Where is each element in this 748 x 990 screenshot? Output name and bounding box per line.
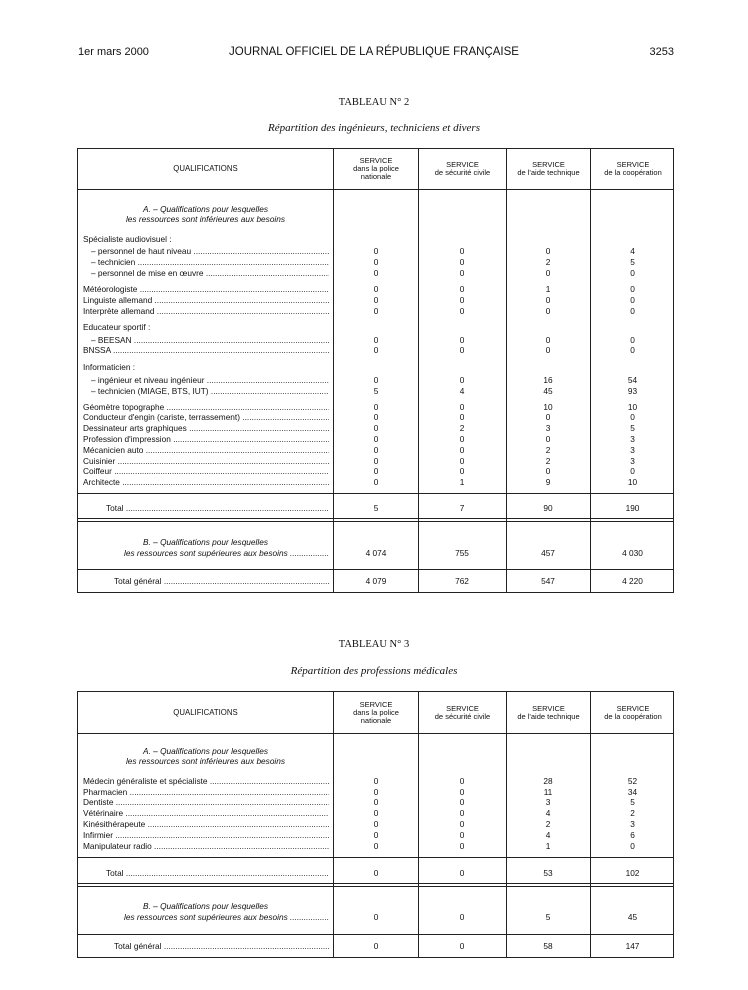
cell-cooperation: 3 xyxy=(630,819,635,829)
row-label: Vétérinaire ..... xyxy=(83,808,329,818)
row-label: – technicien ..... xyxy=(91,257,329,267)
col-header-police: SERVICE dans la police nationale xyxy=(353,156,399,181)
row-label: Pharmacien ..... xyxy=(83,787,329,797)
cell-cooperation: 102 xyxy=(625,868,640,878)
cell-securite: 0 xyxy=(459,776,465,786)
cell-aide: 9 xyxy=(545,477,551,487)
row-label: Dessinateur arts graphiques ..... xyxy=(83,423,329,433)
cell-police: 5 xyxy=(373,503,379,513)
cell-securite: 0 xyxy=(459,434,465,444)
cell-police: 0 xyxy=(373,841,379,851)
cell-aide: 90 xyxy=(543,503,553,513)
cell-cooperation: 190 xyxy=(625,503,640,513)
cell-cooperation: 147 xyxy=(625,941,640,951)
cell-aide: 28 xyxy=(543,776,553,786)
cell-securite: 0 xyxy=(459,797,465,807)
row-label: Mécanicien auto ..... xyxy=(83,445,329,455)
cell-cooperation: 0 xyxy=(630,284,635,294)
cell-securite: 0 xyxy=(459,808,465,818)
cell-police: 0 xyxy=(373,423,379,433)
cell-securite: 1 xyxy=(459,477,465,487)
cell-police: 0 xyxy=(373,776,379,786)
row-label: Total général ..... xyxy=(114,941,329,951)
cell-cooperation: 0 xyxy=(630,335,635,345)
cell-cooperation: 0 xyxy=(630,466,635,476)
header-page-number: 3253 xyxy=(649,46,674,58)
cell-cooperation: 4 220 xyxy=(622,576,643,586)
cell-securite: 0 xyxy=(459,445,465,455)
cell-police: 0 xyxy=(373,295,379,305)
header-date: 1er mars 2000 xyxy=(78,46,149,58)
cell-securite: 0 xyxy=(459,787,465,797)
cell-securite: 0 xyxy=(459,456,465,466)
row-label: Géomètre topographe ..... xyxy=(83,402,329,412)
row-label: Profession d'impression ..... xyxy=(83,434,329,444)
cell-police: 0 xyxy=(373,912,379,922)
cell-cooperation: 5 xyxy=(630,257,635,267)
row-label: Cuisinier ..... xyxy=(83,456,329,466)
row-label: Manipulateur radio ..... xyxy=(83,841,329,851)
col-header-securite: SERVICE de sécurité civile xyxy=(434,703,491,721)
row-label: Kinésithérapeute ..... xyxy=(83,819,329,829)
cell-cooperation: 4 030 xyxy=(622,548,643,558)
cell-securite: 0 xyxy=(459,466,465,476)
col-header-aide: SERVICE de l'aide technique xyxy=(517,703,580,721)
cell-cooperation: 10 xyxy=(627,402,638,412)
cell-aide: 2 xyxy=(545,456,551,466)
row-label: – ingénieur et niveau ingénieur ..... xyxy=(91,375,329,385)
cell-police: 0 xyxy=(373,445,379,455)
row-label: Médecin généraliste et spécialiste ..... xyxy=(83,776,329,786)
row-label: les ressources sont supérieures aux besoins ..... xyxy=(124,912,329,922)
cell-aide: 0 xyxy=(545,306,551,316)
col-header-aide: SERVICE de l'aide technique xyxy=(517,160,580,177)
cell-securite: 0 xyxy=(459,830,465,840)
row-label: Conducteur d'engin (cariste, terrassement) ..... xyxy=(83,412,329,422)
row-label: – personnel de mise en œuvre ..... xyxy=(91,268,329,278)
cell-cooperation: 0 xyxy=(630,841,635,851)
cell-aide: 4 xyxy=(545,830,551,840)
cell-cooperation: 5 xyxy=(630,423,635,433)
row-label: BNSSA ..... xyxy=(83,345,329,355)
cell-securite: 0 xyxy=(459,268,465,278)
cell-aide: 1 xyxy=(545,841,551,851)
cell-police: 0 xyxy=(373,830,379,840)
cell-securite: 0 xyxy=(459,868,465,878)
cell-aide: 4 xyxy=(545,808,551,818)
cell-securite: 0 xyxy=(459,841,465,851)
cell-police: 0 xyxy=(373,257,379,267)
row-label: Total ..... xyxy=(106,868,329,878)
cell-police: 0 xyxy=(373,808,379,818)
header-journal-title: JOURNAL OFFICIEL DE LA RÉPUBLIQUE FRANÇAISE xyxy=(229,46,519,58)
cell-aide: 45 xyxy=(543,386,553,396)
cell-cooperation: 0 xyxy=(630,412,635,422)
group-label: Spécialiste audiovisuel : xyxy=(83,234,172,244)
cell-aide: 0 xyxy=(545,268,551,278)
cell-aide: 0 xyxy=(545,345,551,355)
col-header-police: SERVICE dans la police nationale xyxy=(353,699,399,725)
cell-aide: 0 xyxy=(545,434,551,444)
cell-police: 0 xyxy=(373,375,379,385)
cell-securite: 4 xyxy=(459,386,465,396)
cell-securite: 755 xyxy=(455,548,469,558)
section-b-heading: B. – Qualifications pour lesquelles xyxy=(143,537,268,547)
section-a-heading: A. – Qualifications pour lesquelles les ressources sont inférieures aux besoins xyxy=(125,746,286,766)
cell-securite: 0 xyxy=(459,375,465,385)
row-label: Architecte ..... xyxy=(83,477,329,487)
cell-police: 0 xyxy=(373,412,379,422)
cell-securite: 0 xyxy=(459,335,465,345)
group-label: Educateur sportif : xyxy=(83,322,151,332)
row-label: Météorologiste ..... xyxy=(83,284,329,294)
table3-subtitle: Répartition des professions médicales xyxy=(290,665,458,677)
cell-aide: 3 xyxy=(545,423,551,433)
col-header-cooperation: SERVICE de la coopération xyxy=(604,160,662,177)
cell-cooperation: 0 xyxy=(630,295,635,305)
cell-securite: 762 xyxy=(455,576,469,586)
cell-aide: 0 xyxy=(545,412,551,422)
cell-aide: 3 xyxy=(545,797,551,807)
cell-police: 4 079 xyxy=(365,576,387,586)
row-label: Linguiste allemand ..... xyxy=(83,295,329,305)
cell-aide: 53 xyxy=(543,868,553,878)
cell-securite: 0 xyxy=(459,284,465,294)
cell-cooperation: 52 xyxy=(627,776,638,786)
row-label: Interprète allemand ..... xyxy=(83,306,329,316)
cell-police: 0 xyxy=(373,868,379,878)
cell-police: 4 074 xyxy=(365,548,387,558)
cell-police: 0 xyxy=(373,246,379,256)
cell-securite: 0 xyxy=(459,819,465,829)
cell-police: 0 xyxy=(373,402,379,412)
cell-aide: 58 xyxy=(543,941,553,951)
cell-securite: 0 xyxy=(459,257,465,267)
cell-aide: 0 xyxy=(545,246,551,256)
cell-police: 0 xyxy=(373,797,379,807)
cell-aide: 11 xyxy=(543,787,553,797)
table3 xyxy=(77,691,674,958)
cell-police: 0 xyxy=(373,335,379,345)
cell-securite: 2 xyxy=(459,423,465,433)
table2-subtitle: Répartition des ingénieurs, techniciens et divers xyxy=(267,122,480,134)
row-label: Total général ..... xyxy=(114,576,329,586)
col-header-qualifications: QUALIFICATIONS xyxy=(173,707,238,717)
cell-cooperation: 0 xyxy=(630,306,635,316)
col-header-cooperation: SERVICE de la coopération xyxy=(604,703,662,721)
cell-cooperation: 6 xyxy=(630,830,635,840)
cell-securite: 0 xyxy=(459,295,465,305)
cell-cooperation: 34 xyxy=(627,787,638,797)
cell-securite: 0 xyxy=(459,345,465,355)
cell-police: 0 xyxy=(373,466,379,476)
cell-aide: 5 xyxy=(545,912,551,922)
cell-cooperation: 3 xyxy=(630,456,635,466)
cell-police: 5 xyxy=(373,386,379,396)
cell-cooperation: 2 xyxy=(630,808,635,818)
cell-aide: 457 xyxy=(541,548,555,558)
cell-securite: 0 xyxy=(459,246,465,256)
table2 xyxy=(77,148,674,593)
cell-aide: 10 xyxy=(543,402,553,412)
cell-aide: 0 xyxy=(545,466,551,476)
cell-police: 0 xyxy=(373,477,379,487)
row-label: – personnel de haut niveau ..... xyxy=(91,246,329,256)
cell-securite: 0 xyxy=(459,306,465,316)
section-a-heading: A. – Qualifications pour lesquelles les ressources sont inférieures aux besoins xyxy=(125,204,286,224)
cell-police: 0 xyxy=(373,456,379,466)
table3-title: TABLEAU N° 3 xyxy=(338,639,410,650)
cell-police: 0 xyxy=(373,434,379,444)
row-label: les ressources sont supérieures aux besoins ..... xyxy=(124,548,329,558)
cell-cooperation: 4 xyxy=(630,246,635,256)
cell-aide: 0 xyxy=(545,295,551,305)
cell-securite: 7 xyxy=(459,503,465,513)
cell-cooperation: 5 xyxy=(630,797,635,807)
cell-cooperation: 3 xyxy=(630,434,635,444)
cell-securite: 0 xyxy=(459,941,465,951)
cell-aide: 2 xyxy=(545,257,551,267)
cell-securite: 0 xyxy=(459,912,465,922)
row-label: – technicien (MIAGE, BTS, IUT) ..... xyxy=(91,386,329,396)
cell-police: 0 xyxy=(373,345,379,355)
group-label: Informaticien : xyxy=(83,362,136,372)
col-header-securite: SERVICE de sécurité civile xyxy=(434,160,491,177)
row-label: Dentiste ..... xyxy=(83,797,329,807)
cell-police: 0 xyxy=(373,941,379,951)
row-label: Total ..... xyxy=(106,503,329,513)
table2-title: TABLEAU N° 2 xyxy=(338,97,410,108)
cell-police: 0 xyxy=(373,284,379,294)
cell-police: 0 xyxy=(373,787,379,797)
cell-cooperation: 10 xyxy=(627,477,638,487)
row-label: Coiffeur ..... xyxy=(83,466,329,476)
cell-police: 0 xyxy=(373,306,379,316)
row-label: – BEESAN ..... xyxy=(91,335,329,345)
cell-cooperation: 0 xyxy=(630,345,635,355)
col-header-qualifications: QUALIFICATIONS xyxy=(173,164,238,173)
cell-cooperation: 54 xyxy=(627,375,638,385)
cell-police: 0 xyxy=(373,819,379,829)
cell-cooperation: 3 xyxy=(630,445,635,455)
cell-aide: 0 xyxy=(545,335,551,345)
cell-cooperation: 45 xyxy=(627,912,638,922)
section-b-heading: B. – Qualifications pour lesquelles xyxy=(143,901,268,911)
cell-securite: 0 xyxy=(459,412,465,422)
cell-aide: 2 xyxy=(545,819,551,829)
cell-securite: 0 xyxy=(459,402,465,412)
cell-aide: 16 xyxy=(543,375,553,385)
cell-aide: 2 xyxy=(545,445,551,455)
cell-cooperation: 0 xyxy=(630,268,635,278)
cell-aide: 547 xyxy=(541,576,555,586)
cell-cooperation: 93 xyxy=(627,386,638,396)
cell-police: 0 xyxy=(373,268,379,278)
row-label: Infirmier ..... xyxy=(83,830,329,840)
cell-aide: 1 xyxy=(545,284,551,294)
